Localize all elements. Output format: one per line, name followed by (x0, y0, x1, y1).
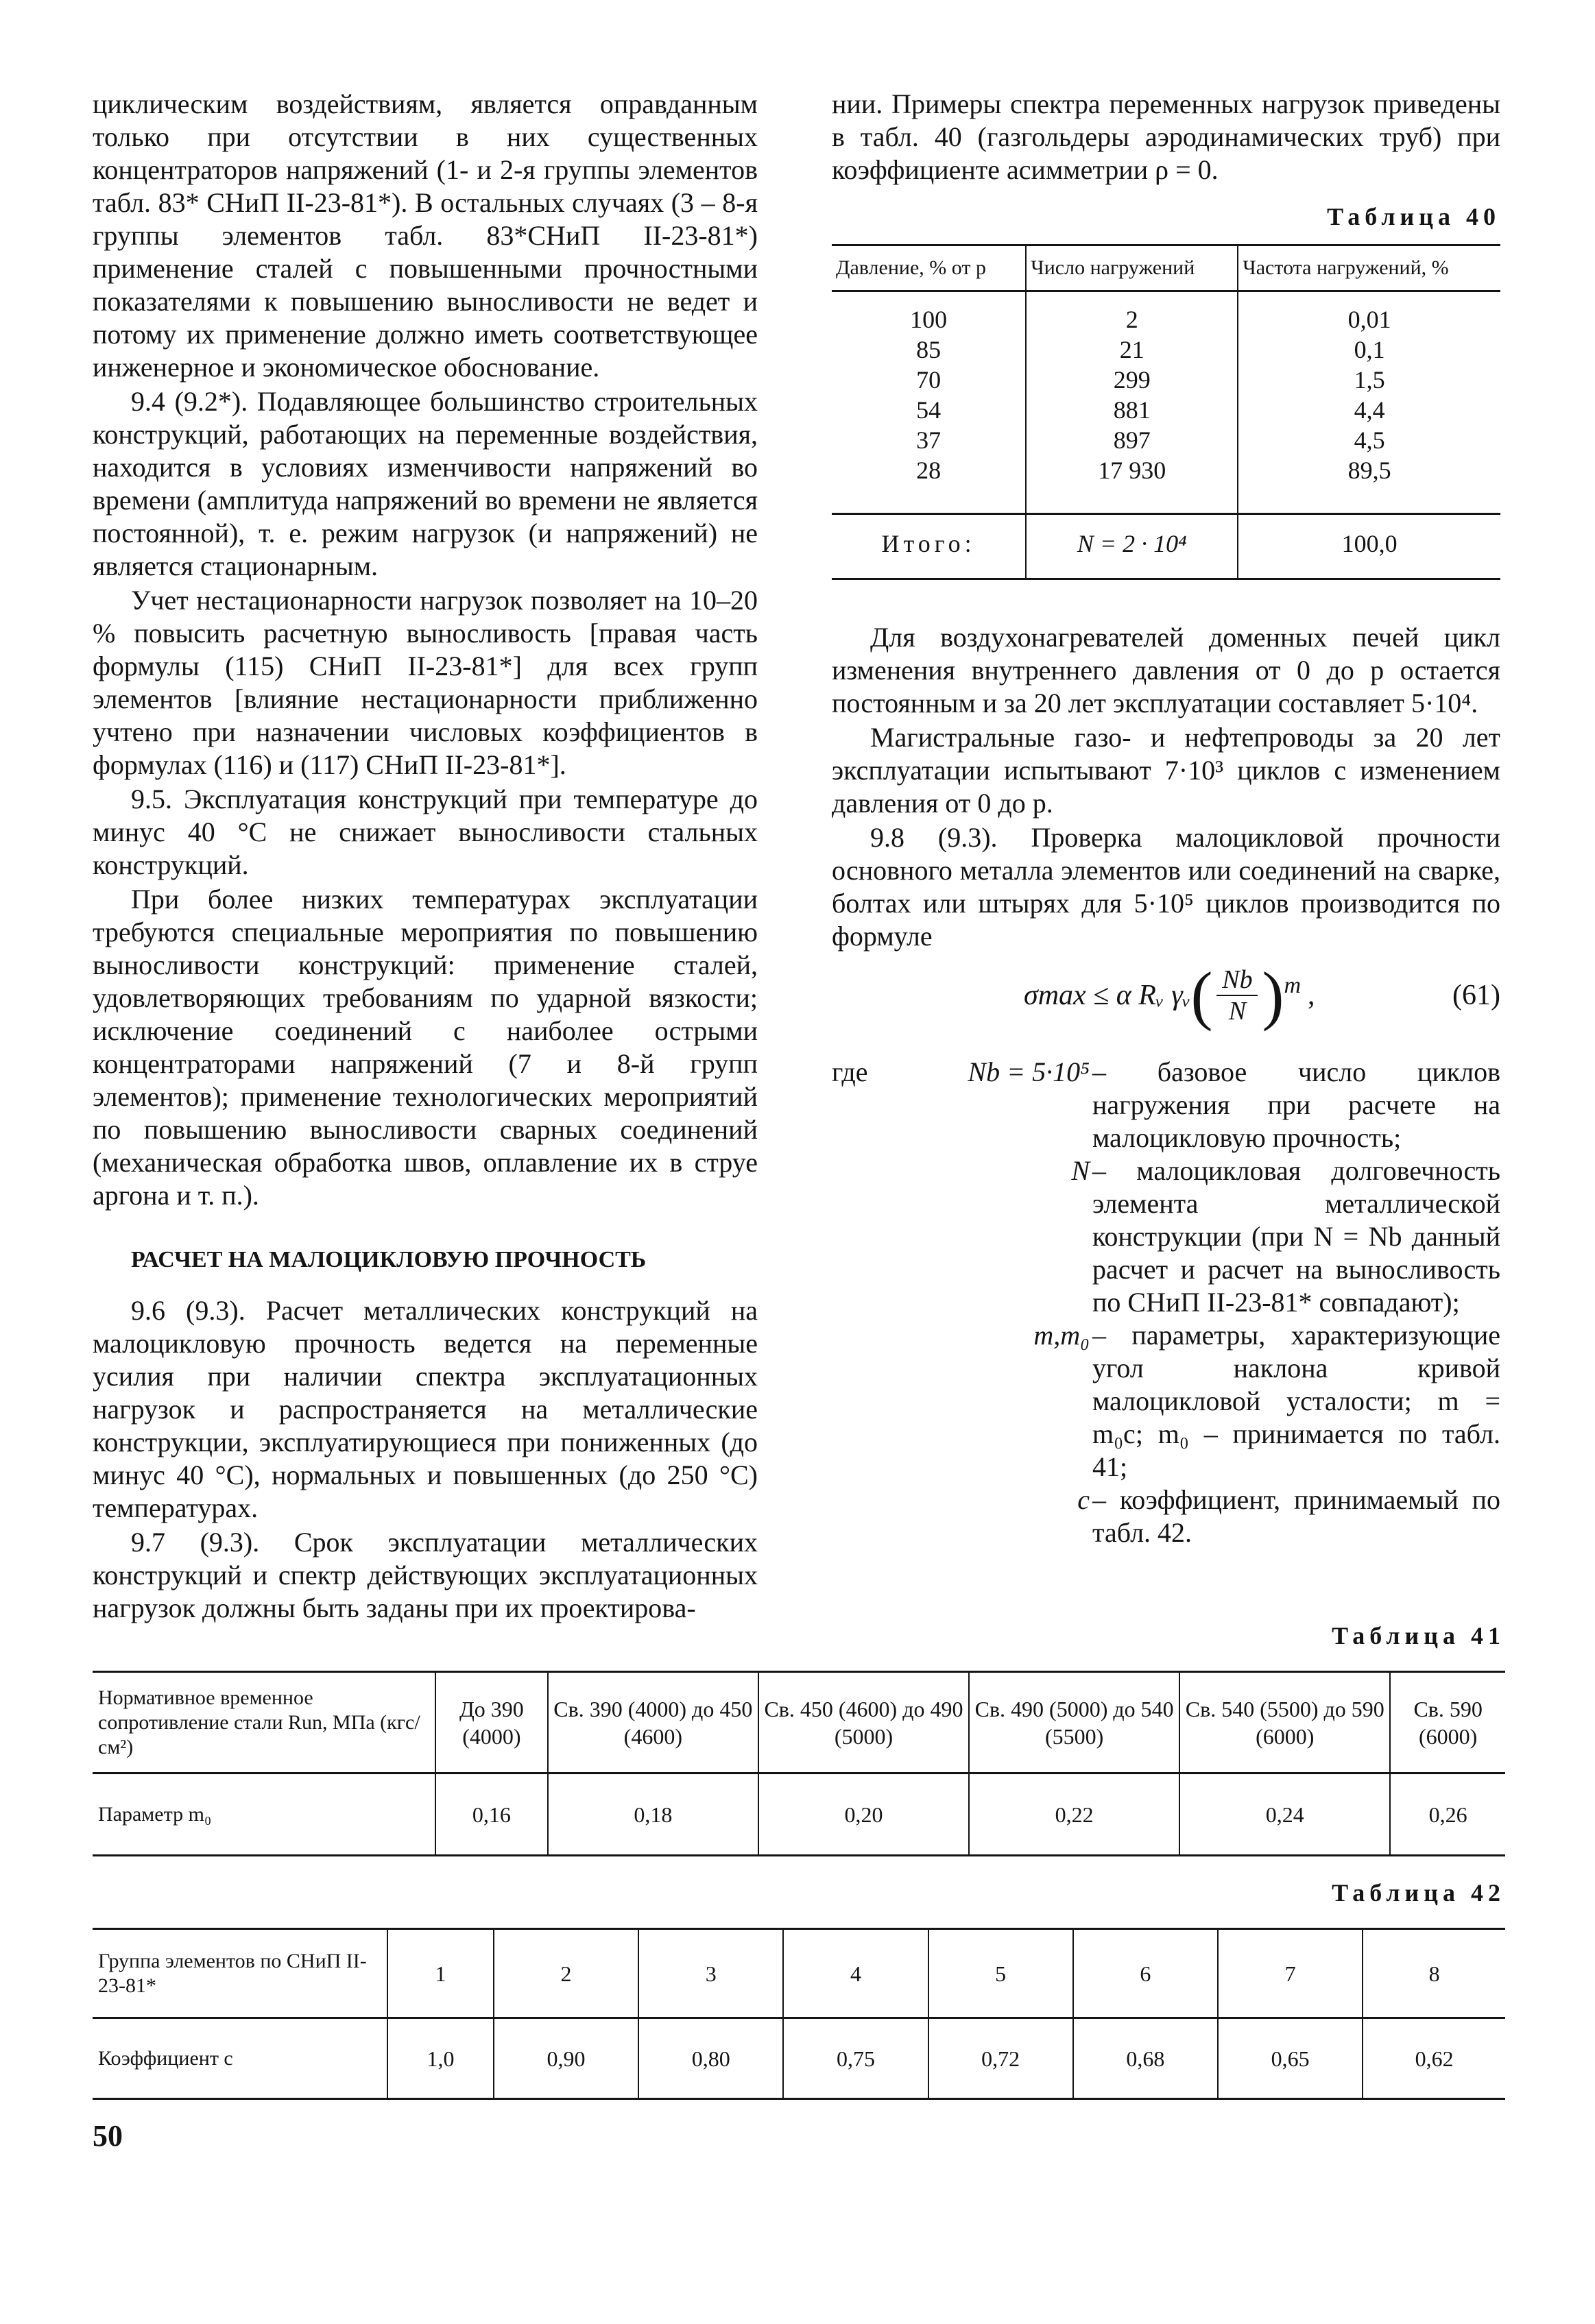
left-paragraph-6: 9.6 (9.3). Расчет металлических конструкций на малоцикловую прочность ведется на переменные усилия при наличии спектра эксплуатационных нагрузок и распространяется на металлические конструкции, эксплуатирующиеся при пониженных (до минус 40 °С), нормальных и повышенных (до 250 °С) температурах. (93, 1295, 758, 1523)
table41-range: Св. 590 (6000) (1390, 1672, 1505, 1774)
table41-range: Св. 390 (4000) до 450 (4600) (548, 1672, 758, 1774)
table41-range: Св. 490 (5000) до 540 (5500) (969, 1672, 1179, 1774)
left-paren: ( (1190, 958, 1213, 1032)
table41-value: 0,26 (1390, 1774, 1505, 1856)
table-42 (93, 1928, 1505, 2100)
table42-value: 0,68 (1073, 2018, 1218, 2099)
table-row: 70 299 1,5 (832, 365, 1500, 395)
table42-title: Таблица 42 (1332, 1879, 1505, 1907)
table-row: 85 21 0,1 (832, 335, 1500, 365)
table41-value: 0,24 (1179, 1774, 1390, 1856)
def-description: – базовое число циклов нагружения при расчете на малоцикловую прочность; (1092, 1056, 1500, 1153)
table-40 (832, 244, 1500, 580)
page-number: 50 (93, 2119, 123, 2153)
right-paren: ) (1262, 958, 1284, 1032)
table40-title: Таблица 40 (1327, 203, 1500, 230)
left-paragraph-3: Учет нестационарности нагрузок позволяет на 10–20 % повысить расчетную выносливость [правая часть формулы (115) СНиП II-23-81*] для всех групп элементов [влияние нестационарности приближенно учтено при назначении числовых коэффициентов в формулах (116) и (117) СНиП II-23-81*]. (93, 585, 758, 780)
table42-block (93, 1878, 1505, 2100)
table42-group: 3 (638, 1929, 783, 2018)
table42-group: 2 (494, 1929, 638, 2018)
formula-comma: , (1308, 980, 1315, 1011)
table42-group: 4 (783, 1929, 928, 2018)
left-paragraph-4: 9.5. Эксплуатация конструкций при температуре до минус 40 °С не снижает выносливости стальных конструкций. (93, 784, 758, 880)
right-paragraph-3: Магистральные газо- и нефтепроводы за 20 лет эксплуатации испытывают 7·10³ циклов с изменением давления от 0 до p. (832, 722, 1500, 819)
right-paragraph-4: 9.8 (9.3). Проверка малоцикловой прочности основного металла элементов или соединений на сварке, болтах или штырях для 5·10⁵ циклов производится по формуле (832, 822, 1500, 952)
formula-61 (832, 958, 1500, 1032)
where-label: где (832, 1056, 868, 1087)
section-heading: РАСЧЕТ НА МАЛОЦИКЛОВУЮ ПРОЧНОСТЬ (131, 1247, 647, 1272)
table-row: 37 897 4,5 (832, 425, 1500, 455)
definitions-list (832, 1056, 1500, 1549)
table42-coef-label: Коэффициент c (93, 2018, 387, 2099)
table40-total-count: N = 2 · 10⁴ (1026, 514, 1238, 579)
table41-value: 0,20 (758, 1774, 969, 1856)
table41-param-label: Параметр m₀ (93, 1774, 435, 1856)
formula-lhs: σmax ≤ α Rᵥ γᵥ (1024, 980, 1191, 1011)
table42-group: 5 (928, 1929, 1073, 2018)
table42-value: 1,0 (387, 2018, 494, 2099)
table-41 (93, 1671, 1505, 1856)
def-symbol: Nb = 5·10⁵ (968, 1056, 1090, 1087)
def-description: – параметры, характеризующие угол наклона кривой малоцикловой усталости; m = m₀c; m₀ – принимается по табл. 41; (1092, 1320, 1500, 1482)
table41-title: Таблица 41 (1332, 1622, 1505, 1649)
table42-value: 0,65 (1218, 2018, 1363, 2099)
table40-header-frequency: Частота нагружений, % (1238, 245, 1500, 291)
left-paragraph-7: 9.7 (9.3). Срок эксплуатации металлических конструкций и спектр действующих эксплуатационных нагрузок должны быть заданы при их проектирова- (93, 1527, 758, 1623)
table40-total-frequency: 100,0 (1238, 514, 1500, 579)
table41-range: До 390 (4000) (435, 1672, 548, 1774)
table42-row-label: Группа элементов по СНиП II-23-81* (93, 1929, 387, 2018)
formula-expression (1024, 958, 1315, 1032)
left-column (93, 88, 758, 1626)
table41-value: 0,22 (969, 1774, 1179, 1856)
table-row: 100 2 0,01 (832, 304, 1500, 335)
table42-value: 0,80 (638, 2018, 783, 2099)
table40-total-row (832, 514, 1500, 579)
right-paragraph-1: нии. Примеры спектра переменных нагрузок приведены в табл. 40 (газгольдеры аэродинамических труб) при коэффициенте асимметрии ρ = 0. (832, 88, 1500, 185)
table41-row-label: Нормативное временное сопротивление стали Run, МПа (кгс/см²) (93, 1672, 435, 1774)
table-row: 28 17 930 89,5 (832, 455, 1500, 485)
formula-number: (61) (1452, 980, 1500, 1011)
def-symbol: m,m₀ (1033, 1320, 1090, 1351)
def-description: – коэффициент, принимаемый по табл. 42. (1092, 1484, 1500, 1548)
table42-group: 6 (1073, 1929, 1218, 2018)
table41-range: Св. 450 (4600) до 490 (5000) (758, 1672, 969, 1774)
table41-value: 0,18 (548, 1774, 758, 1856)
table42-group: 8 (1363, 1929, 1505, 2018)
table42-value: 0,90 (494, 2018, 638, 2099)
formula-numerator: Nb (1222, 965, 1253, 994)
left-paragraph-5: При более низких температурах эксплуатации требуются специальные мероприятия по повышению выносливости конструкций: применение сталей, удовлетворяющих требованиям по ударной вязкости; исключение соединений с наиболее острыми концентраторами напряжений (7 и 8-й групп элементов); применение технологических мероприятий по повышению выносливости сварных соединений (механическая обработка швов, оплавление их в струе аргона и т. п.). (93, 884, 758, 1211)
table42-group: 1 (387, 1929, 494, 2018)
table-row: 54 881 4,4 (832, 395, 1500, 425)
left-paragraph-1: циклическим воздействиям, является оправданным только при отсутствии в них существенных концентраторов напряжений (1- и 2-я группы элементов табл. 83* СНиП II-23-81*). В остальных случаях (3 – 8-я группы элементов табл. 83*СНиП II-23-81*) применение сталей с повышенными прочностными показателями к повышению выносливости не ведет и потому их применение должно иметь соответствующее инженерное и экономическое обоснование. (93, 88, 758, 383)
table40-total-label: Итого: (832, 514, 1026, 579)
left-paragraph-2: 9.4 (9.2*). Подавляющее большинство строительных конструкций, работающих на переменные воздействия, находится в условиях изменчивости напряжений во времени (амплитуда напряжений во времени не является постоянной), т. е. режим нагрузок (и напряжений) не является стационарным. (93, 386, 758, 581)
table41-value: 0,16 (435, 1774, 548, 1856)
table41-block (93, 1621, 1505, 1856)
table42-value: 0,75 (783, 2018, 928, 2099)
table41-range: Св. 540 (5500) до 590 (6000) (1179, 1672, 1390, 1774)
table40-header-pressure: Давление, % от p (832, 245, 1026, 291)
right-column (832, 88, 1500, 1549)
table42-group: 7 (1218, 1929, 1363, 2018)
def-description: – малоцикловая долговечность элемента металлической конструкции (при N = Nb данный расчет и расчет на выносливость по СНиП II-23-81* совпадают); (1092, 1155, 1500, 1318)
formula-fraction (1216, 965, 1258, 1026)
right-paragraph-2: Для воздухонагревателей доменных печей цикл изменения внутреннего давления от 0 до p остается постоянным и за 20 лет эксплуатации составляет 5·10⁴. (832, 622, 1500, 718)
formula-denominator: N (1228, 997, 1247, 1026)
table42-value: 0,72 (928, 2018, 1073, 2099)
def-symbol: c (1077, 1484, 1090, 1515)
formula-exponent: m (1284, 973, 1301, 998)
def-symbol: N (1071, 1155, 1090, 1186)
table40-header-count: Число нагружений (1026, 245, 1238, 291)
table42-value: 0,62 (1363, 2018, 1505, 2099)
